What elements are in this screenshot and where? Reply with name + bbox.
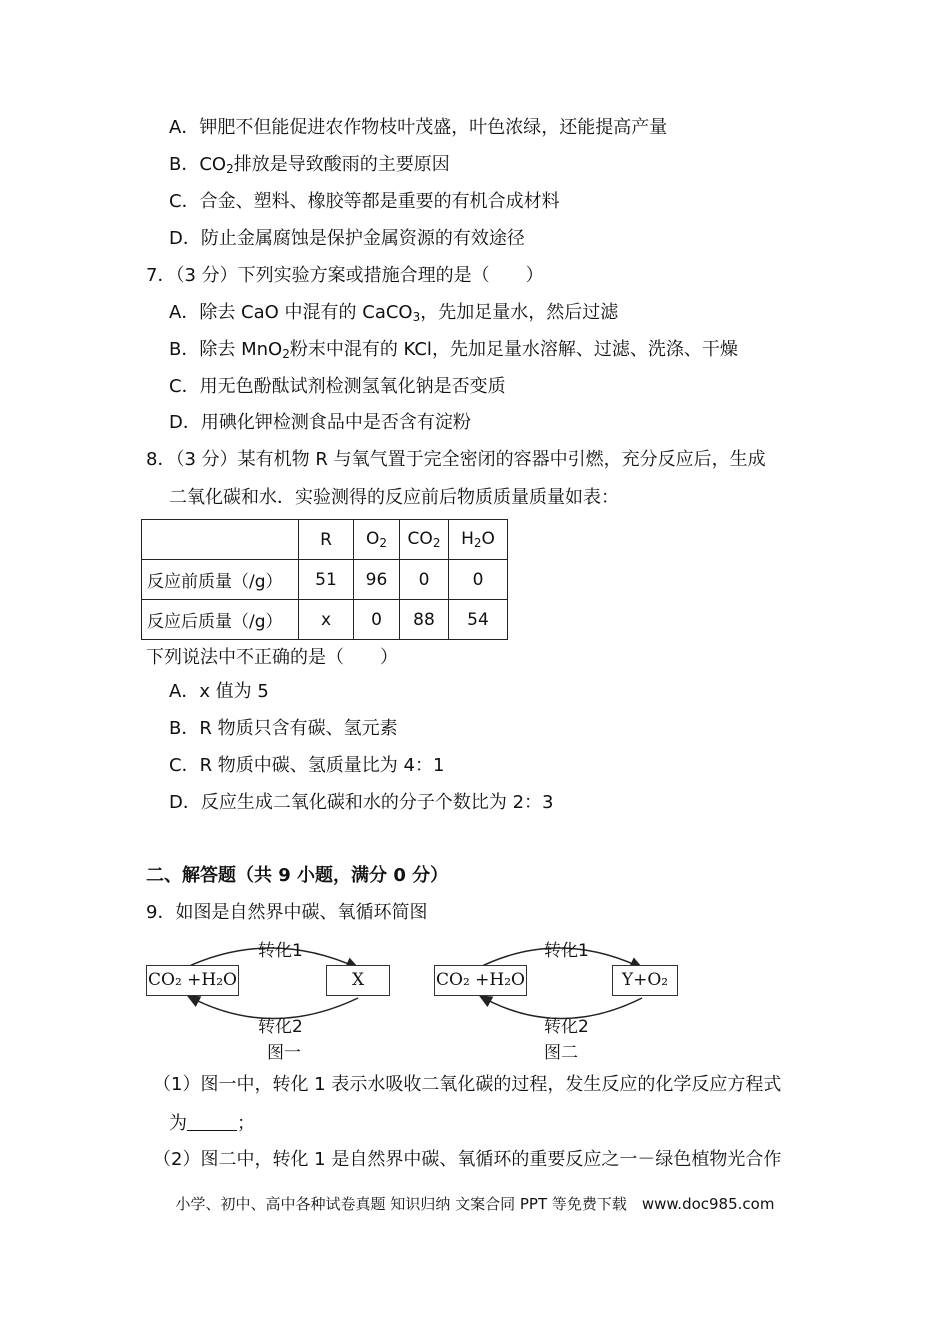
q6-option-b: B．$CO_2$排放是导致酸雨的主要原因 xyxy=(169,154,450,176)
q7-option-d: D．用碘化钾检测食品中是否含有淀粉 xyxy=(169,412,471,433)
fig1-right-box: X xyxy=(326,965,390,996)
q9-part1-line2: 为 ； xyxy=(169,1113,255,1134)
table-header-o2: $O_2$ xyxy=(354,520,400,560)
fig1-label-bottom: 转化2 xyxy=(258,1017,303,1037)
section-title: 二、解答题（共 9 小题，满分 0 分） xyxy=(146,865,449,886)
table-cell: 54 xyxy=(449,600,508,640)
table-row-before xyxy=(142,560,508,600)
answer-blank[interactable] xyxy=(187,1112,237,1131)
table-header-h2o: $H_2O$ xyxy=(449,520,508,560)
table-cell: 88 xyxy=(400,600,449,640)
page-footer: 小学、初中、高中各种试卷真题 知识归纳 文案合同 PPT 等免费下载 www.doc985.com xyxy=(175,1195,775,1213)
fig1-left-box: CO₂ +H₂O xyxy=(146,965,239,996)
q8-question: 下列说法中不正确的是（ ） xyxy=(146,647,398,668)
q7-option-b: B．除去 MnO$_2$粉末中混有的 KCl，先加足量水溶解、过滤、洗涤、干燥 xyxy=(169,339,738,361)
q8-option-d: D．反应生成二氧化碳和水的分子个数比为 2：3 xyxy=(169,792,554,813)
figure-one xyxy=(140,930,405,1065)
table-cell: 0 xyxy=(400,560,449,600)
q7-option-a: A．除去 CaO 中混有的 CaCO$_3$，先加足量水，然后过滤 xyxy=(169,302,619,324)
fig2-label-top: 转化1 xyxy=(544,941,589,961)
table-row-label-before: 反应前质量（/g） xyxy=(142,560,299,600)
table-header-r: R xyxy=(299,520,354,560)
table-cell: x xyxy=(299,600,354,640)
figure-two xyxy=(428,930,693,1065)
q8-mass-table xyxy=(141,519,508,640)
q8-stem-line1: 8．（3 分）某有机物 R 与氧气置于完全密闭的容器中引燃，充分反应后，生成 xyxy=(146,449,766,470)
fig2-caption: 图二 xyxy=(544,1043,578,1063)
table-header-row xyxy=(142,520,508,560)
q8-stem-line2: 二氧化碳和水．实验测得的反应前后物质质量质量如表： xyxy=(169,487,619,508)
fig2-right-box: Y+O₂ xyxy=(612,965,678,996)
fig1-label-top: 转化1 xyxy=(258,941,303,961)
q6-option-d: D．防止金属腐蚀是保护金属资源的有效途径 xyxy=(169,228,525,249)
fig2-label-bottom: 转化2 xyxy=(544,1017,589,1037)
table-cell: 0 xyxy=(449,560,508,600)
q7-stem: 7．（3 分）下列实验方案或措施合理的是（ ） xyxy=(146,265,544,286)
q8-option-c: C．R 物质中碳、氢质量比为 4：1 xyxy=(169,755,445,776)
q7-option-c: C．用无色酚酞试剂检测氢氧化钠是否变质 xyxy=(169,376,506,397)
q9-part2-line1: （2）图二中，转化 1 是自然界中碳、氧循环的重要反应之一－绿色植物光合作 xyxy=(153,1149,782,1170)
q9-stem: 9．如图是自然界中碳、氧循环简图 xyxy=(146,902,428,923)
q6-option-c: C．合金、塑料、橡胶等都是重要的有机合成材料 xyxy=(169,191,560,212)
fig2-left-box: CO₂ +H₂O xyxy=(434,965,527,996)
table-cell: 0 xyxy=(354,600,400,640)
q6-option-a: A．钾肥不但能促进农作物枝叶茂盛，叶色浓绿，还能提高产量 xyxy=(169,117,668,138)
q8-option-a: A．x 值为 5 xyxy=(169,681,269,702)
table-corner-cell xyxy=(142,520,299,560)
q9-part1-line1: （1）图一中，转化 1 表示水吸收二氧化碳的过程，发生反应的化学反应方程式 xyxy=(153,1074,782,1095)
table-header-co2: $CO_2$ xyxy=(400,520,449,560)
table-row-after xyxy=(142,600,508,640)
table-cell: 51 xyxy=(299,560,354,600)
q8-option-b: B．R 物质只含有碳、氢元素 xyxy=(169,718,398,739)
fig1-caption: 图一 xyxy=(267,1043,301,1063)
table-cell: 96 xyxy=(354,560,400,600)
table-row-label-after: 反应后质量（/g） xyxy=(142,600,299,640)
